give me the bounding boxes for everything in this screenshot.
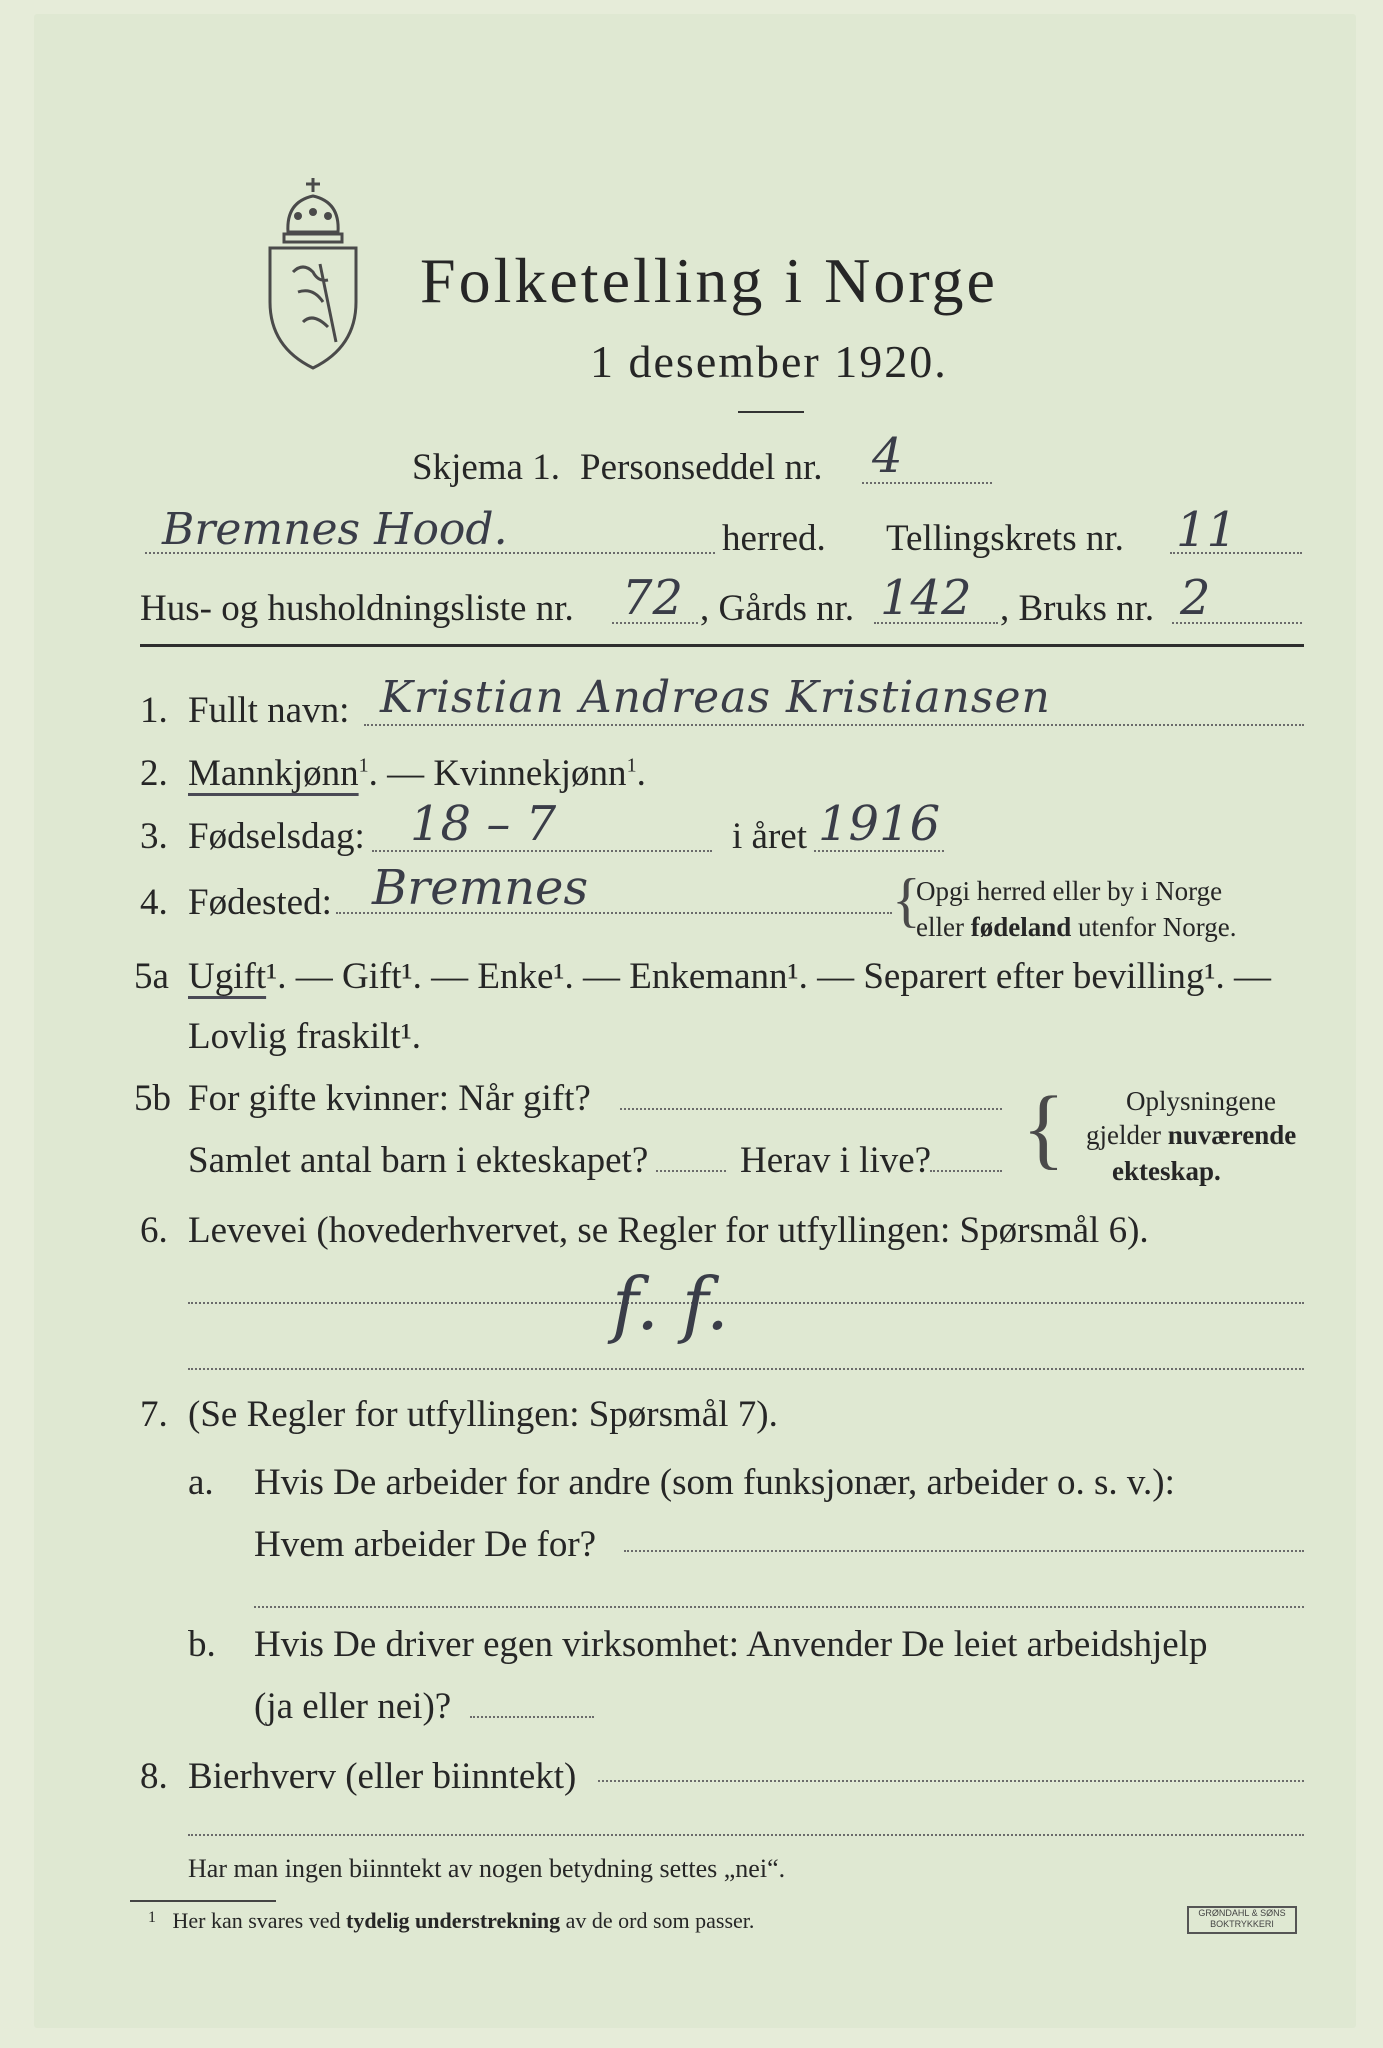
- gards-label: , Gårds nr.: [700, 588, 855, 629]
- q7a-question: Hvem arbeider De for?: [254, 1524, 597, 1565]
- form-title: Folketelling i Norge: [420, 245, 998, 316]
- q8-field-line-1: [598, 1780, 1304, 1782]
- q5b-children-field-line: [656, 1170, 726, 1172]
- gards-value[interactable]: 142: [880, 570, 972, 626]
- q2-number: 2.: [140, 753, 168, 794]
- q7a-text: Hvis De arbeider for andre (som funksjonær, arbeider o. s. v.):: [254, 1462, 1175, 1503]
- footer-note: Har man ingen biinntekt av nogen betydning settes „nei“.: [188, 1854, 786, 1883]
- q4-note-line2: [916, 914, 1236, 941]
- q7b-field-line: [470, 1716, 594, 1718]
- q3-number: 3.: [140, 816, 168, 857]
- q6-value[interactable]: f. f.: [612, 1262, 729, 1346]
- footnote-mark: 1: [148, 1909, 156, 1926]
- q7a-letter: a.: [188, 1462, 214, 1503]
- q2-options: [188, 755, 646, 792]
- q4-note-brace: {: [892, 867, 921, 933]
- q1-number: 1.: [140, 690, 168, 731]
- q7-label: (Se Regler for utfyllingen: Spørsmål 7).: [188, 1394, 778, 1435]
- q2-end: .: [636, 753, 646, 794]
- header-divider: [140, 644, 1304, 647]
- q7b-text: Hvis De driver egen virksomhet: Anvender De leiet arbeidshjelp: [254, 1624, 1208, 1665]
- footnote-divider: [130, 1900, 276, 1902]
- q5b-line1: For gifte kvinner: Når gift?: [188, 1078, 591, 1119]
- footnote-text-b: tydelig understrekning: [346, 1908, 561, 1933]
- hus-value[interactable]: 72: [622, 570, 684, 626]
- q7b-letter: b.: [188, 1624, 216, 1665]
- q3-value[interactable]: 18 – 7: [410, 796, 557, 852]
- q6-field-line-2: [188, 1368, 1304, 1370]
- q5b-line2b: Herav i live?: [740, 1140, 932, 1181]
- form-date: 1 desember 1920.: [590, 336, 948, 387]
- q5b-line2a: Samlet antal barn i ekteskapet?: [188, 1140, 649, 1181]
- q5b-note-line3: ekteskap.: [1112, 1156, 1221, 1186]
- q6-label: Levevei (hovederhvervet, se Regler for utfyllingen: Spørsmål 6).: [188, 1210, 1149, 1251]
- personseddel-value[interactable]: 4: [872, 428, 903, 484]
- q4-value[interactable]: Bremnes: [372, 860, 589, 916]
- q8-label: Bierhverv (eller biinntekt): [188, 1756, 577, 1797]
- title-divider: [738, 411, 804, 413]
- q4-note-line1: Opgi herred eller by i Norge: [916, 876, 1223, 906]
- q4-note-line2-b: fødeland: [970, 912, 1072, 942]
- footnote-text-a: Her kan svares ved: [172, 1908, 346, 1933]
- q4-note-line2-a: eller: [916, 912, 971, 942]
- hus-label: Hus- og husholdningsliste nr.: [140, 588, 574, 629]
- q6-field-line-1: [188, 1302, 1304, 1304]
- q5b-note-line2: [1086, 1122, 1296, 1149]
- q1-label: Fullt navn:: [188, 690, 350, 731]
- q3-label: Fødselsdag:: [188, 816, 365, 857]
- q4-label: Fødested:: [188, 882, 332, 923]
- personseddel-label: Personseddel nr.: [580, 447, 823, 488]
- q5a-line2[interactable]: Lovlig fraskilt¹.: [188, 1016, 422, 1057]
- q7a-field-line-1: [624, 1550, 1304, 1552]
- q5b-note-line2-b: nuværende: [1167, 1120, 1297, 1150]
- q5b-note-line2-a: gjelder: [1086, 1120, 1168, 1150]
- q5a-number: 5a: [134, 956, 169, 997]
- q2-separator: . —: [368, 753, 425, 794]
- q4-number: 4.: [140, 882, 168, 923]
- q3-year-value[interactable]: 1916: [818, 796, 941, 852]
- footnote-text-c: av de ord som passer.: [560, 1908, 755, 1933]
- q1-value[interactable]: Kristian Andreas Kristiansen: [380, 672, 1051, 723]
- q5a-other-options[interactable]: ¹. — Gift¹. — Enke¹. — Enkemann¹. — Separert efter bevilling¹. —: [266, 956, 1271, 997]
- q5a-ugift-option[interactable]: Ugift: [188, 956, 267, 997]
- tellingskrets-value[interactable]: 11: [1176, 502, 1238, 558]
- q5b-note-line1: Oplysningene: [1126, 1086, 1276, 1116]
- bruks-value[interactable]: 2: [1180, 570, 1211, 626]
- q8-number: 8.: [140, 1756, 168, 1797]
- coat-of-arms-icon: [258, 172, 368, 372]
- q5b-number: 5b: [134, 1078, 171, 1119]
- q7-number: 7.: [140, 1394, 168, 1435]
- q2-male-option[interactable]: Mannkjønn: [188, 753, 359, 794]
- q2-male-footnote-mark: 1: [358, 754, 369, 777]
- q4-note-line2-c: utenfor Norge.: [1071, 912, 1237, 942]
- tellingskrets-label: Tellingskrets nr.: [886, 518, 1124, 559]
- herred-value[interactable]: Bremnes Hood.: [162, 504, 508, 555]
- footnote: [148, 1910, 754, 1932]
- q2-female-option[interactable]: Kvinnekjønn: [433, 753, 627, 794]
- bruks-label: , Bruks nr.: [1000, 588, 1155, 629]
- q2-female-footnote-mark: 1: [626, 754, 637, 777]
- q7a-field-line-2: [254, 1606, 1304, 1608]
- q6-number: 6.: [140, 1210, 168, 1251]
- q1-field-line: [364, 724, 1304, 726]
- q5b-alive-field-line: [930, 1170, 1002, 1172]
- q3-year-label: i året: [732, 816, 807, 857]
- herred-label: herred.: [722, 518, 826, 559]
- skjema-label: Skjema 1.: [412, 447, 560, 488]
- q5a-options: [188, 958, 1271, 995]
- q7b-question: (ja eller nei)?: [254, 1686, 452, 1727]
- printer-stamp: GRØNDAHL & SØNS BOKTRYKKERI: [1187, 1906, 1297, 1934]
- q8-field-line-2: [188, 1834, 1304, 1836]
- q5b-note-brace: {: [1022, 1079, 1066, 1178]
- q5b-when-field-line: [620, 1108, 1002, 1110]
